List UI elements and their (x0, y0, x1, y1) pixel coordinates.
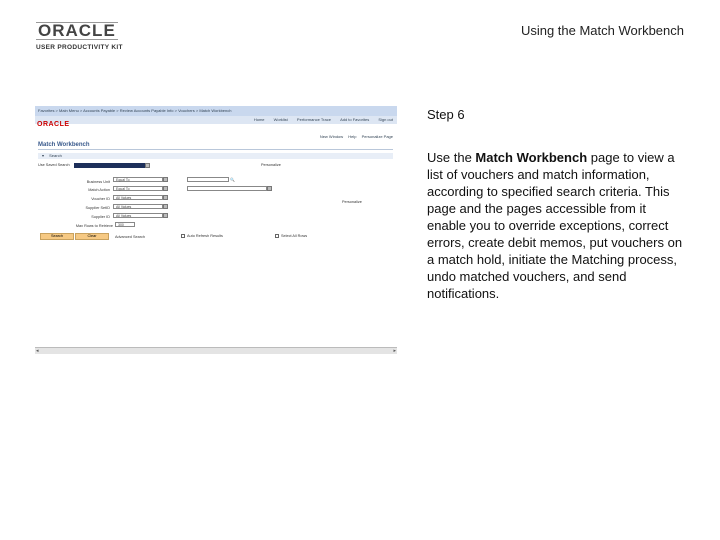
breadcrumb[interactable]: Favorites > Main Menu > Accounts Payable > Review Accounts Payable Info > Vouchers > Match Workbench (38, 108, 232, 113)
search-button[interactable]: Search (40, 233, 74, 240)
horizontal-scrollbar[interactable] (35, 347, 397, 354)
business-unit-input[interactable] (187, 177, 229, 182)
business-unit-lookup-icon[interactable]: 🔍 (230, 178, 235, 182)
saved-search-dropdown-icon[interactable] (145, 163, 150, 168)
select-all-checkbox[interactable] (275, 234, 279, 238)
search-section-label: Search (49, 153, 62, 158)
clear-button[interactable]: Clear (75, 233, 109, 240)
application-screenshot (35, 106, 397, 354)
nav-signout-link[interactable]: Sign out (378, 117, 393, 122)
saved-search-select[interactable] (74, 163, 146, 168)
supplier-setid-operator[interactable]: All Values (113, 204, 163, 209)
page-title: Using the Match Workbench (520, 23, 684, 38)
business-unit-label: Business Unit (86, 180, 110, 184)
search-section-header[interactable] (38, 153, 393, 159)
supplier-setid-dropdown-icon[interactable] (163, 204, 168, 209)
supplier-id-operator[interactable]: All Values (113, 213, 163, 218)
match-action-value-dropdown-icon[interactable] (267, 186, 272, 191)
divider (38, 149, 393, 150)
oracle-wordmark: ORACLE (38, 21, 116, 40)
breadcrumb-bar (35, 106, 397, 116)
step-description (427, 149, 687, 302)
personalize-header-link[interactable]: Personalize (261, 163, 281, 167)
match-action-operator[interactable]: Equal To (113, 186, 163, 191)
step-label: Step 6 (427, 107, 465, 122)
nav-performance-link[interactable]: Performance Trace (296, 117, 331, 122)
advanced-search-link[interactable]: Advanced Search (115, 235, 145, 239)
voucher-id-dropdown-icon[interactable] (163, 195, 168, 200)
supplier-setid-label: Supplier SetID (85, 206, 110, 210)
auto-refresh-label: Auto Refresh Results (187, 234, 223, 238)
step-intro: Use the (427, 150, 476, 165)
match-action-label: Match Action (88, 188, 110, 192)
voucher-id-operator[interactable]: All Values (113, 195, 163, 200)
max-rows-label: Max Rows to Retrieve (75, 224, 113, 228)
voucher-id-label: Voucher ID (91, 197, 110, 201)
collapse-icon: ▾ (42, 153, 45, 158)
match-action-dropdown-icon[interactable] (163, 186, 168, 191)
supplier-id-dropdown-icon[interactable] (163, 213, 168, 218)
app-oracle-logo: ORACLE (37, 121, 70, 128)
nav-worklist-link[interactable]: Worklist (273, 117, 288, 122)
help-link[interactable]: Help (348, 134, 357, 139)
step-bold-term: Match Workbench (475, 150, 588, 165)
personalize-layout-link[interactable]: Personalize (342, 200, 362, 204)
nav-favorites-link[interactable]: Add to Favorites (340, 117, 370, 122)
oracle-upk-logo (36, 22, 126, 51)
business-unit-operator[interactable]: Equal To (113, 177, 163, 182)
personalize-page-link[interactable]: Personalize Page (361, 134, 393, 139)
auto-refresh-checkbox[interactable] (181, 234, 185, 238)
scroll-left-icon[interactable]: ◂ (36, 348, 39, 354)
supplier-id-label: Supplier ID (91, 215, 110, 219)
logo-subtitle: USER PRODUCTIVITY KIT (36, 44, 123, 51)
step-body: page to view a list of vouchers and match information, according to specified search criteria. This page and the pages accessible from it enable you to override exceptions, correct errors, create debit memos, put vouchers on a match hold, initiate the Matching process, undo matched vouchers, and send notifications. (427, 150, 683, 301)
nav-home-link[interactable]: Home (253, 117, 265, 122)
step-instructions (427, 106, 687, 302)
header-nav (35, 116, 397, 124)
select-all-label: Select All Rows (281, 234, 308, 238)
scroll-right-icon[interactable]: ▸ (393, 348, 396, 354)
max-rows-input[interactable]: 300 (115, 222, 135, 227)
match-action-select[interactable] (187, 186, 267, 191)
business-unit-dropdown-icon[interactable] (163, 177, 168, 182)
saved-search-label: Use Saved Search (38, 163, 70, 167)
new-window-link[interactable]: New Window (319, 134, 344, 139)
workbench-heading: Match Workbench (38, 142, 90, 148)
